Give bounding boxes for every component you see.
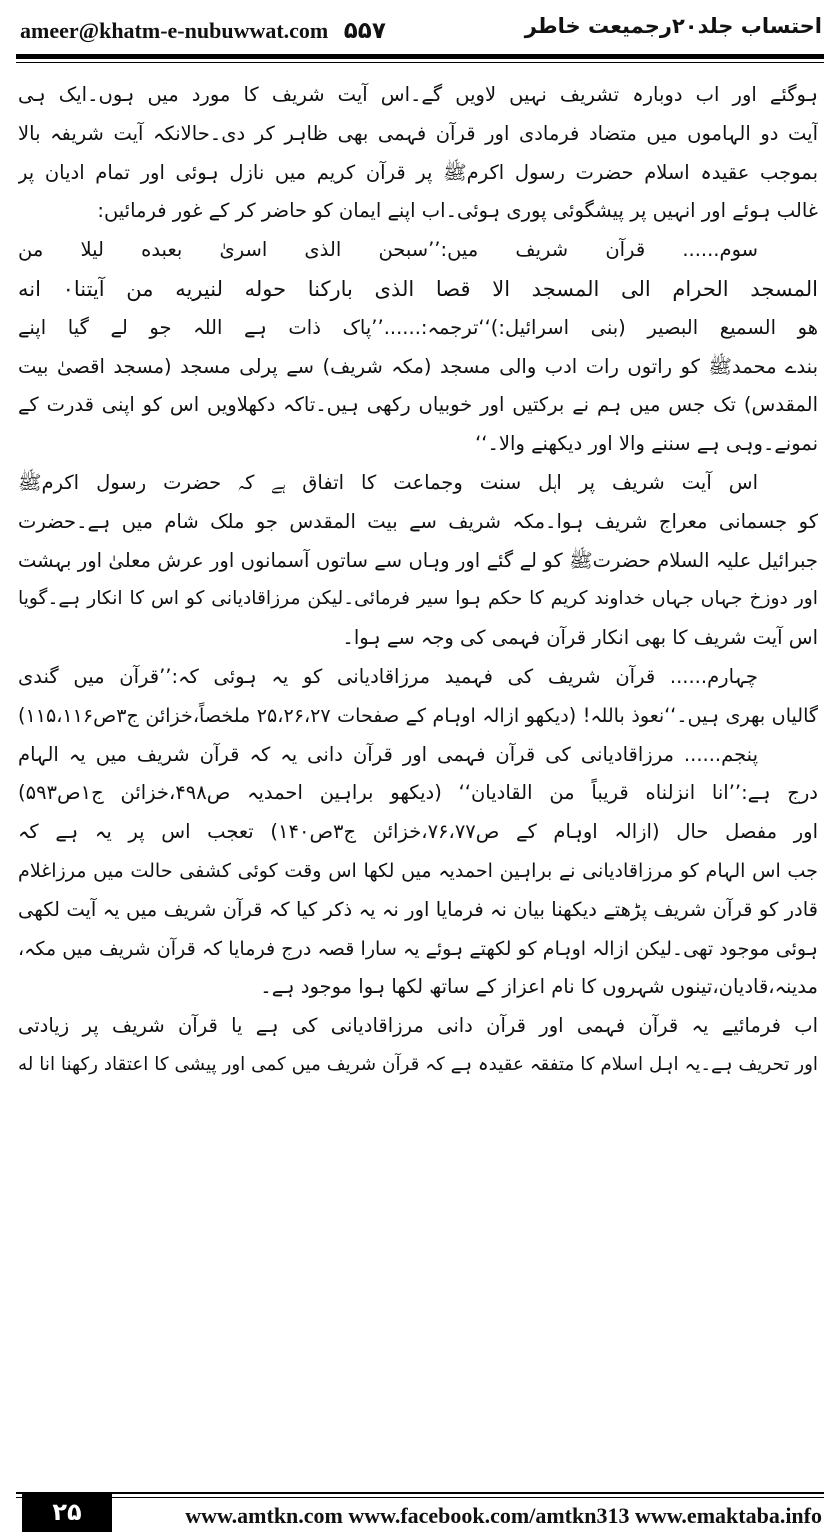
page-body xyxy=(18,76,818,1456)
body-line: پنجم...... مرزاقادیانی کی قرآن فہمی اور قرآن دانی یہ کہ قرآن شریف میں یہ الہام xyxy=(18,742,758,766)
body-line: کو جسمانی معراج شریف ہوا۔مکہ شریف سے بیت المقدس جو ملک شام میں ہے۔حضرت xyxy=(18,509,818,533)
header-rule-thin xyxy=(16,62,824,63)
body-line: بندے محمدﷺ کو راتوں رات ادب والی مسجد (مکہ شریف) سے پرلی مسجد (مسجد اقصیٰ بیت xyxy=(18,354,818,378)
body-line: المسجد الحرام الی المسجد الا قصا الذی بارکنا حوله لنیریه من آیتنا۰ انه xyxy=(18,276,818,301)
page-header xyxy=(16,10,824,50)
body-line: هو السمیع البصیر (بنی اسرائیل:)‘‘ترجمہ:......’’پاک ذات ہے اللہ جو لے گیا اپنے xyxy=(18,315,818,339)
body-line: اور تحریف ہے۔یہ اہل اسلام کا متفقہ عقیدہ ہے کہ قرآن شریف میں کمی اور پیشی کا اعتقاد رکھنا انا له xyxy=(18,1053,818,1075)
body-line: اور دوزخ جہاں جہاں خداوند کریم کا حکم ہوا سیر فرمائی۔لیکن مرزاقادیانی کو اس کا انکار ہے۔گویا xyxy=(18,588,818,610)
body-line: غالب ہوئے اور انہیں پر پیشگوئی پوری ہوئی۔اب اپنے ایمان کو حاضر کر کے غور فرمائیں: xyxy=(97,199,818,223)
body-line: المقدس) تک جس میں ہم نے برکتیں اور خوبیاں رکھی ہیں۔تاکہ دکھلاویں اس کو اپنی قدرت کے xyxy=(18,393,818,417)
body-line: ہوئی موجود تھی۔لیکن ازالہ اوہام کو لکھتے ہوئے یہ سارا قصہ درج فرمایا کہ قرآن شریف میں مکہ، xyxy=(18,936,818,960)
header-rule-thick xyxy=(16,54,824,59)
body-line: جب اس الہام کو مرزاقادیانی نے براہین احمدیہ میں لکھا اس وقت کوئی کشفی حالت میں مرزاغلام xyxy=(18,858,818,882)
body-line: گالیاں بھری ہیں۔‘‘نعوذ باللہ! (دیکھو ازالہ اوہام کے صفحات ۲۵،۲۶،۲۷ ملخصاً،خزائن ج۳ص۱۱۵،۱۱۶) xyxy=(18,703,818,727)
body-line: نمونے۔وہی ہے سننے والا اور دیکھنے والا۔‘‘ xyxy=(475,432,818,456)
body-line: مدینہ،قادیان،تینوں شہروں کا نام اعزاز کے ساتھ لکھا ہوا موجود ہے۔ xyxy=(260,975,818,999)
body-line: اس آیت شریف کا بھی انکار قرآن فہمی کی وجہ سے ہوا۔ xyxy=(342,626,818,650)
body-line: اس آیت شریف پر اہل سنت وجماعت کا اتفاق ہے کہ حضرت رسول اکرمﷺ xyxy=(18,470,758,494)
header-page-number: ۵۵۷ xyxy=(343,18,386,44)
body-line: چہارم...... قرآن شریف کی فہمید مرزاقادیانی کو یہ ہوئی کہ:’’قرآن میں گندی xyxy=(18,664,758,688)
body-line: قادر کو قرآن شریف پڑھتے دیکھنا بیان نہ فرمایا اور نہ یہ ذکر کیا کہ قرآن شریف میں یہ آیت لکھی xyxy=(18,897,818,921)
header-book-title: احتساب جلد۲۰رجمیعت خاطر xyxy=(524,14,822,38)
footer-rule-thick xyxy=(16,1492,824,1494)
header-left xyxy=(20,18,386,44)
footer-rule-thin xyxy=(16,1497,824,1498)
body-line: اب فرمائیے یہ قرآن فہمی اور قرآن دانی مرزاقادیانی کی ہے یا قرآن شریف پر زیادتی xyxy=(18,1014,818,1038)
body-line: جبرائیل علیہ السلام حضرتﷺ کو لے گئے اور وہاں سے ساتوں آسمانوں اور عرش معلیٰ اور بہشت xyxy=(18,548,818,572)
footer-links[interactable]: www.amtkn.com www.facebook.com/amtkn313 www.emaktaba.info xyxy=(185,1503,822,1528)
body-line: درج ہے:’’انا انزلناه قریباً من القادیان‘‘ (دیکھو براہین احمدیہ ص۴۹۸،خزائن ج۱ص۵۹۳) xyxy=(18,781,818,805)
body-line: بموجب عقیدہ اسلام حضرت رسول اکرمﷺ پر قرآن کریم میں نازل ہوئی اور تمام ادیان پر xyxy=(18,160,818,184)
header-email: ameer@khatm-e-nubuwwat.com xyxy=(20,18,329,43)
body-line: سوم...... قرآن شریف میں:’’سبحن الذی اسریٰ بعبده لیلا من xyxy=(18,238,758,262)
body-line: اور مفصل حال (ازالہ اوہام کے ص۷۶،۷۷،خزائن ج۳ص۱۴۰) تعجب اس پر یہ ہے کہ xyxy=(18,820,818,844)
footer-page-number: ۲۵ xyxy=(22,1492,112,1532)
body-line: ہوگئے اور اب دوبارہ تشریف نہیں لاویں گے۔اس آیت شریف کا مورد میں ہوں۔ایک ہی xyxy=(18,83,818,106)
body-line: آیت دو الہاموں میں متضاد فرمادی اور قرآن فہمی بھی ظاہر کر دی۔حالانکہ آیت شریفہ بالا xyxy=(18,121,818,145)
